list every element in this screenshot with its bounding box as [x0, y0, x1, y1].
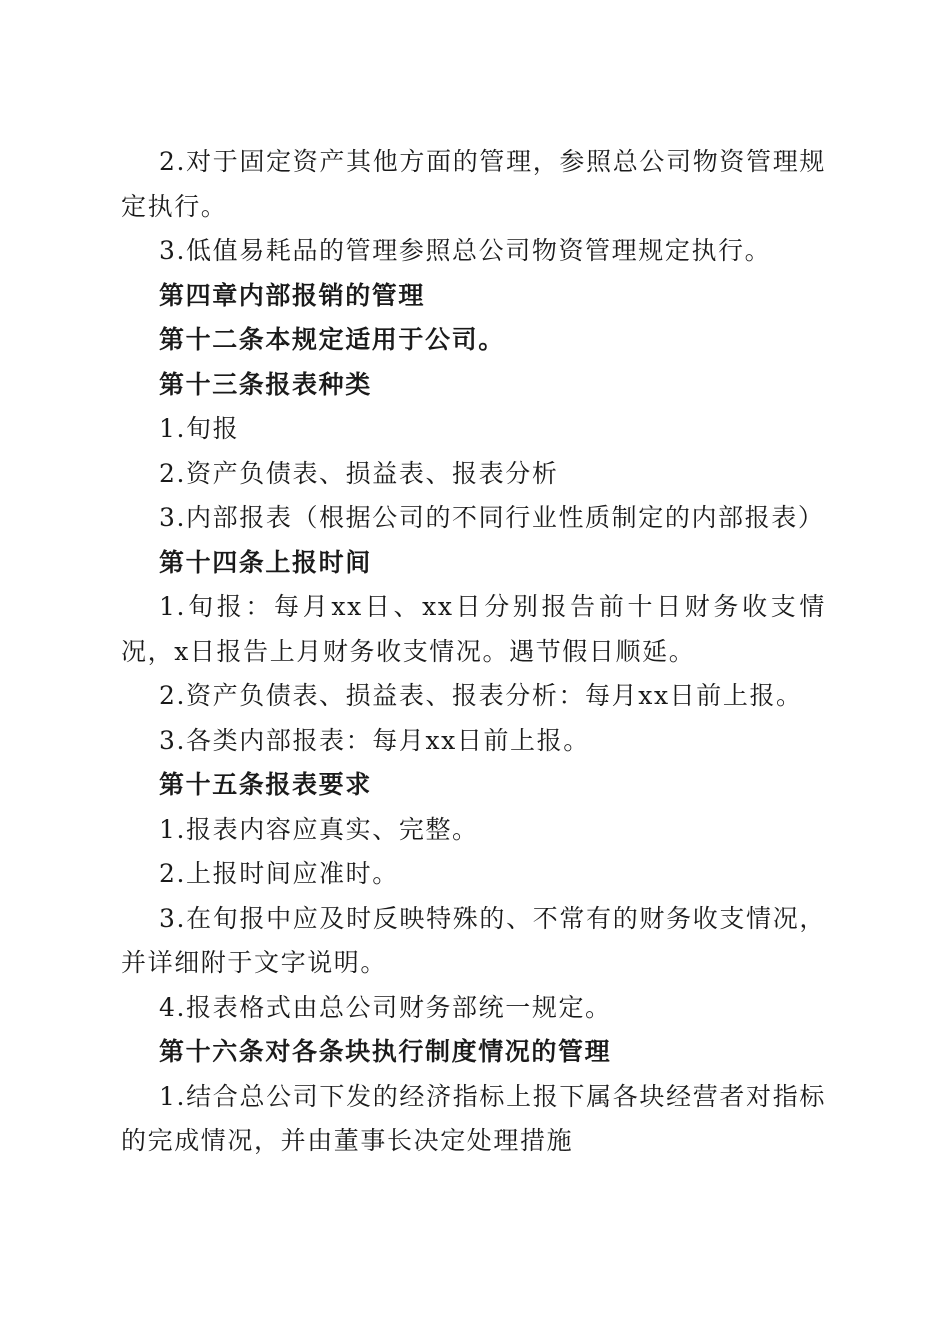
document-body — [121, 140, 826, 1164]
paragraph: 4.报表格式由总公司财务部统一规定。 — [159, 992, 612, 1022]
paragraph: 2.资产负债表、损益表、报表分析：每月xx日前上报。 — [159, 681, 803, 710]
article-heading: 第十四条上报时间 — [159, 547, 372, 577]
paragraph: 3.内部报表（根据公司的不同行业性质制定的内部报表） — [159, 503, 825, 532]
paragraph: 2.对于固定资产其他方面的管理，参照总公司物资管理规定执行。 — [121, 147, 826, 221]
paragraph: 1.结合总公司下发的经济指标上报下属各块经营者对指标的完成情况，并由董事长决定处理措施 — [121, 1081, 826, 1155]
paragraph: 3.各类内部报表：每月xx日前上报。 — [159, 725, 590, 755]
chapter-heading: 第四章内部报销的管理 — [159, 280, 426, 310]
article-heading: 第十三条报表种类 — [159, 369, 372, 399]
article-heading: 第十二条本规定适用于公司。 — [159, 325, 505, 354]
article-heading: 第十六条对各条块执行制度情况的管理 — [159, 1037, 612, 1066]
article-heading: 第十五条报表要求 — [159, 770, 372, 799]
paragraph: 2.上报时间应准时。 — [159, 859, 399, 888]
paragraph: 1.旬报 — [159, 414, 240, 443]
paragraph: 2.资产负债表、损益表、报表分析 — [159, 458, 559, 488]
paragraph: 3.低值易耗品的管理参照总公司物资管理规定执行。 — [159, 236, 772, 265]
paragraph: 1.报表内容应真实、完整。 — [159, 814, 479, 844]
paragraph: 1.旬报：每月xx日、xx日分别报告前十日财务收支情况，x日报告上月财务收支情况。遇节假日顺延。 — [121, 592, 826, 666]
paragraph: 3.在旬报中应及时反映特殊的、不常有的财务收支情况，并详细附于文字说明。 — [121, 903, 826, 977]
